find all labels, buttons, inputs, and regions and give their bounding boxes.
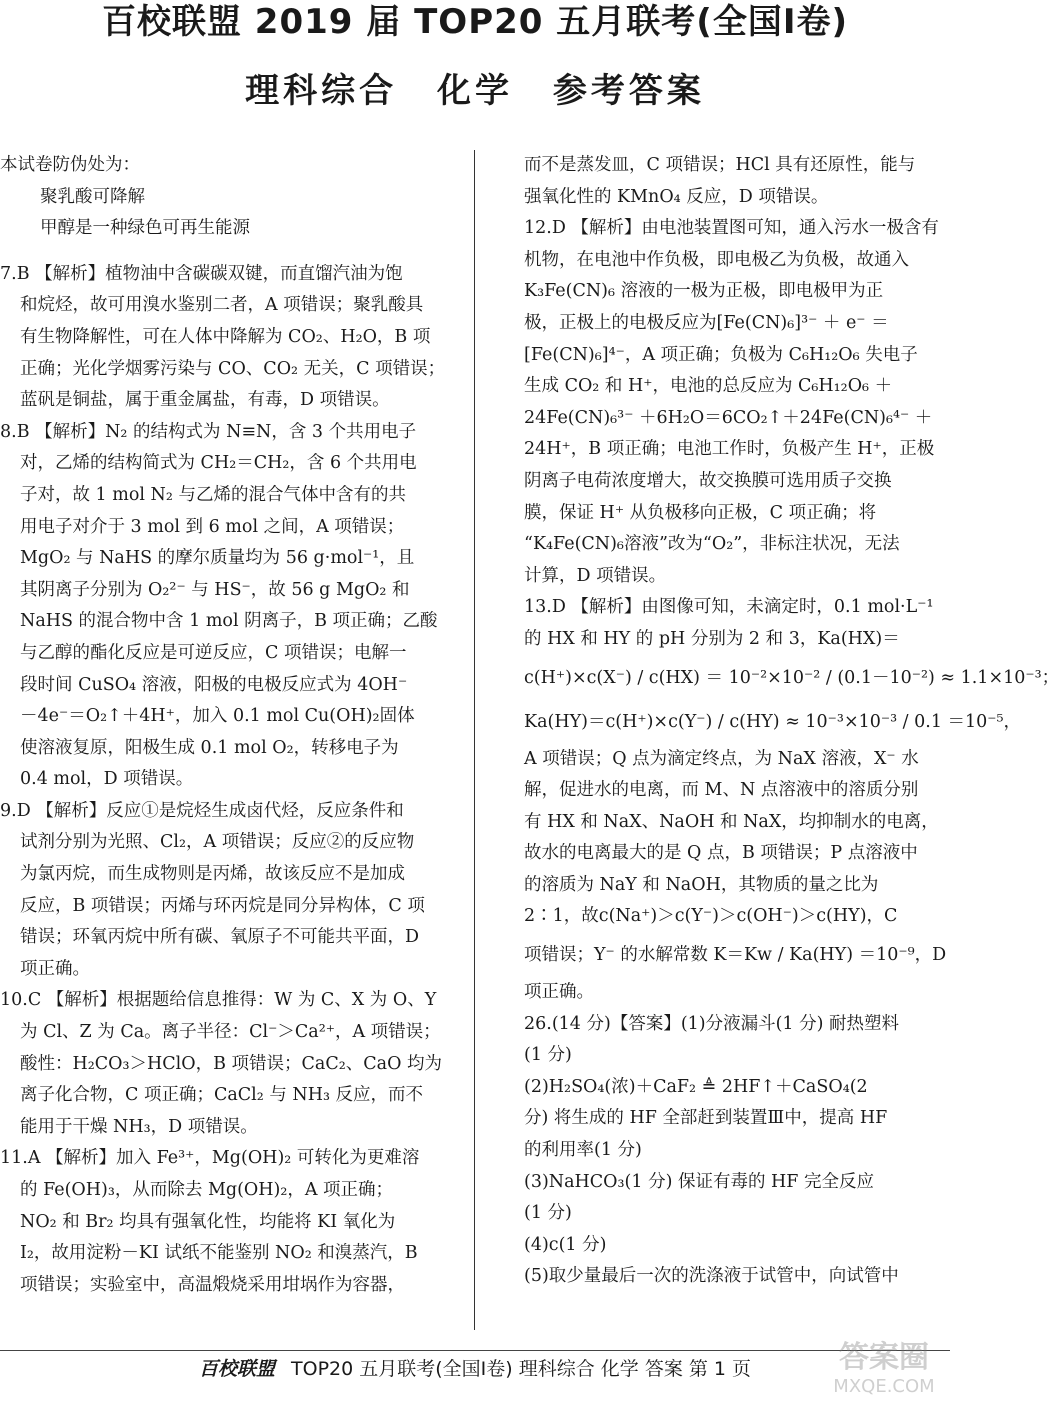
answer-line: 0.4 mol，D 项错误。 — [20, 769, 194, 790]
answer-line: 故水的电离最大的是 Q 点，B 项错误；P 点溶液中 — [524, 843, 918, 864]
answer-line: “K₄Fe(CN)₆溶液”改为“O₂”，非标注状况，无法 — [524, 534, 900, 555]
watermark-url: MXQE.COM — [833, 1376, 935, 1397]
answer-line: 24H⁺，B 项正确；电池工作时，负极产生 H⁺，正极 — [524, 439, 935, 460]
answer-line: 试剂分别为光照、Cl₂，A 项错误；反应②的反应物 — [20, 832, 415, 853]
answer-line: 酸性：H₂CO₃＞HClO，B 项错误；CaC₂、CaO 均为 — [20, 1053, 443, 1074]
page-footer — [0, 1350, 950, 1387]
answer-line: 强氧化性的 KMnO₄ 反应，D 项错误。 — [524, 186, 829, 207]
answer-line: 分) 将生成的 HF 全部赶到装置Ⅲ中，提高 HF — [524, 1108, 888, 1129]
answer-line: 有生物降解性，可在人体中降解为 CO₂、H₂O，B 项 — [20, 326, 431, 347]
answer-line: 膜，保证 H⁺ 从负极移向正极，C 项正确；将 — [524, 502, 877, 523]
answer-line: NaHS 的混合物中含 1 mol 阴离子，B 项正确；乙酸 — [20, 611, 438, 632]
answer-line: 阴离子电荷浓度增大，故交换膜可选用质子交换 — [524, 470, 892, 491]
answer-line: 11.A 【解析】加入 Fe³⁺，Mg(OH)₂ 可转化为更难溶 — [0, 1148, 420, 1169]
answer-line: 13.D 【解析】由图像可知，未滴定时，0.1 mol·L⁻¹ — [524, 597, 934, 618]
answer-line: [Fe(CN)₆]⁴⁻，A 项正确；负极为 C₆H₁₂O₆ 失电子 — [524, 344, 918, 365]
answer-line: 蓝矾是铜盐，属于重金属盐，有毒，D 项错误。 — [20, 390, 390, 411]
answer-line: 项正确。 — [524, 982, 594, 1003]
answer-line: 机物，在电池中作负极，即电极乙为负极，故通入 — [524, 249, 909, 270]
answer-line: 生成 CO₂ 和 H⁺，电池的总反应为 C₆H₁₂O₆ ＋ — [524, 376, 893, 397]
answer-line: 为氯丙烷，而生成物则是丙烯，故该反应不是加成 — [20, 864, 405, 885]
answer-line: 的 HX 和 HY 的 pH 分别为 2 和 3，Ka(HX)＝ — [524, 628, 900, 649]
notice-heading: 本试卷防伪处为： — [0, 155, 140, 175]
formula-line: 项错误；Y⁻ 的水解常数 K＝Kw / Ka(HY) ＝10⁻⁹，D — [524, 945, 947, 966]
answer-line: 反应，B 项错误；丙烯与环丙烷是同分异构体，C 项 — [20, 895, 425, 916]
answer-line: 的溶质为 NaY 和 NaOH，其物质的量之比为 — [524, 874, 879, 895]
notice-item: 甲醇是一种绿色可再生能源 — [40, 218, 250, 239]
answer-line: 8.B 【解析】N₂ 的结构式为 N≡N，含 3 个共用电子 — [0, 421, 417, 442]
right-column — [524, 150, 1059, 1293]
answer-line: 计算，D 项错误。 — [524, 565, 667, 586]
answer-line: 其阴离子分别为 O₂²⁻ 与 HS⁻，故 56 g MgO₂ 和 — [20, 579, 410, 600]
page-subtitle: 理科综合 化学 参考答案 — [245, 71, 705, 111]
answer-line: 9.D 【解析】反应①是烷烃生成卤代烃，反应条件和 — [0, 800, 404, 821]
answer-line: 与乙醇的酯化反应是可逆反应，C 项错误；电解一 — [20, 642, 407, 663]
answer-line: 能用于干燥 NH₃，D 项错误。 — [20, 1116, 258, 1137]
answer-line: (5)取少量最后一次的洗涤液于试管中，向试管中 — [524, 1266, 899, 1287]
answer-line: K₃Fe(CN)₆ 溶液的一极为正极，即电极甲为正 — [524, 281, 884, 302]
answer-line: 的利用率(1 分) — [524, 1140, 642, 1161]
answer-line: 7.B 【解析】植物油中含碳碳双键，而直馏汽油为饱 — [0, 263, 403, 284]
answer-line: (4)c(1 分) — [524, 1234, 607, 1255]
answer-line: 子对，故 1 mol N₂ 与乙烯的混合气体中含有的共 — [20, 484, 406, 505]
answer-line: (1 分) — [524, 1203, 572, 1224]
answer-line: 极，正极上的电极反应为[Fe(CN)₆]³⁻ ＋ e⁻ ＝ — [524, 312, 889, 333]
answer-line: 12.D 【解析】由电池装置图可知，通入污水一极含有 — [524, 218, 939, 239]
answer-line: 错误；环氧丙烷中所有碳、氧原子不可能共平面，D — [20, 927, 420, 948]
answer-line: A 项错误；Q 点为滴定终点，为 NaX 溶液，X⁻ 水 — [524, 748, 919, 769]
notice-item: 聚乳酸可降解 — [40, 186, 145, 207]
watermark-logo: 答案圈 — [839, 1340, 929, 1375]
answer-line: 而不是蒸发皿，C 项错误；HCl 具有还原性，能与 — [524, 155, 916, 175]
page-title: 百校联盟 2019 届 TOP20 五月联考(全国Ⅰ卷) — [101, 2, 849, 42]
answer-line: 26.(14 分)【答案】(1)分液漏斗(1 分) 耐热塑料 — [524, 1013, 900, 1034]
answer-line: 使溶液复原，阳极生成 0.1 mol O₂，转移电子为 — [20, 737, 399, 758]
answer-line: 24Fe(CN)₆³⁻ ＋6H₂O＝6CO₂↑＋24Fe(CN)₆⁴⁻ ＋ — [524, 407, 933, 428]
column-divider — [474, 150, 475, 1330]
formula-line: c(H⁺)×c(X⁻) / c(HX) ＝ 10⁻²×10⁻² / (0.1－10⁻²) ≈ 1.1×10⁻³； — [524, 667, 1059, 688]
answer-line: 为 Cl、Z 为 Ca。离子半径：Cl⁻＞Ca²⁺，A 项错误； — [20, 1022, 441, 1043]
answer-line: (1 分) — [524, 1045, 572, 1066]
site-watermark — [824, 1340, 944, 1406]
footer-brand: 百校联盟 — [198, 1358, 275, 1380]
formula-line: Ka(HY)＝c(H⁺)×c(Y⁻) / c(HY) ≈ 10⁻³×10⁻³ / 0.1 ＝10⁻⁵， — [524, 711, 1022, 732]
answer-line: 解，促进水的电离，而 M、N 点溶液中的溶质分别 — [524, 780, 919, 801]
answer-line: 对，乙烯的结构简式为 CH₂＝CH₂，含 6 个共用电 — [20, 453, 417, 474]
answer-line: NO₂ 和 Br₂ 均具有强氧化性，均能将 KI 氧化为 — [20, 1211, 396, 1232]
left-column — [0, 150, 460, 1301]
footer-text: TOP20 五月联考(全国Ⅰ卷) 理科综合 化学 答案 第 1 页 — [291, 1358, 752, 1380]
answer-line: MgO₂ 与 NaHS 的摩尔质量均为 56 g·mol⁻¹，且 — [20, 548, 415, 569]
answer-line: 项正确。 — [20, 958, 90, 979]
answer-line: 用电子对介于 3 mol 到 6 mol 之间，A 项错误； — [20, 516, 405, 537]
answer-line: 段时间 CuSO₄ 溶液，阳极的电极反应式为 4OH⁻ — [20, 674, 408, 695]
answer-line: (3)NaHCO₃(1 分) 保证有毒的 HF 完全反应 — [524, 1171, 874, 1192]
answer-line: 有 HX 和 NaX、NaOH 和 NaX，均抑制水的电离， — [524, 811, 939, 832]
answer-line: 项错误；实验室中，高温煅烧采用坩埚作为容器， — [20, 1274, 405, 1295]
answer-line: 2∶1，故c(Na⁺)＞c(Y⁻)＞c(OH⁻)＞c(HY)，C — [524, 906, 898, 927]
answer-line: 10.C 【解析】根据题给信息推得：W 为 C、X 为 O、Y — [0, 990, 437, 1011]
answer-line: 离子化合物，C 项正确；CaCl₂ 与 NH₃ 反应，而不 — [20, 1085, 424, 1106]
answer-line: －4e⁻＝O₂↑＋4H⁺，加入 0.1 mol Cu(OH)₂固体 — [20, 706, 415, 727]
answer-line: (2)H₂SO₄(浓)＋CaF₂ ≜ 2HF↑＋CaSO₄(2 — [524, 1076, 868, 1097]
answer-line: 正确；光化学烟雾污染与 CO、CO₂ 无关，C 项错误； — [20, 358, 446, 379]
answer-line: 的 Fe(OH)₃，从而除去 Mg(OH)₂，A 项正确； — [20, 1180, 394, 1200]
answer-line: I₂，故用淀粉－KI 试纸不能鉴别 NO₂ 和溴蒸汽，B — [20, 1243, 418, 1264]
answer-line: 和烷烃，故可用溴水鉴别二者，A 项错误；聚乳酸具 — [20, 295, 424, 316]
